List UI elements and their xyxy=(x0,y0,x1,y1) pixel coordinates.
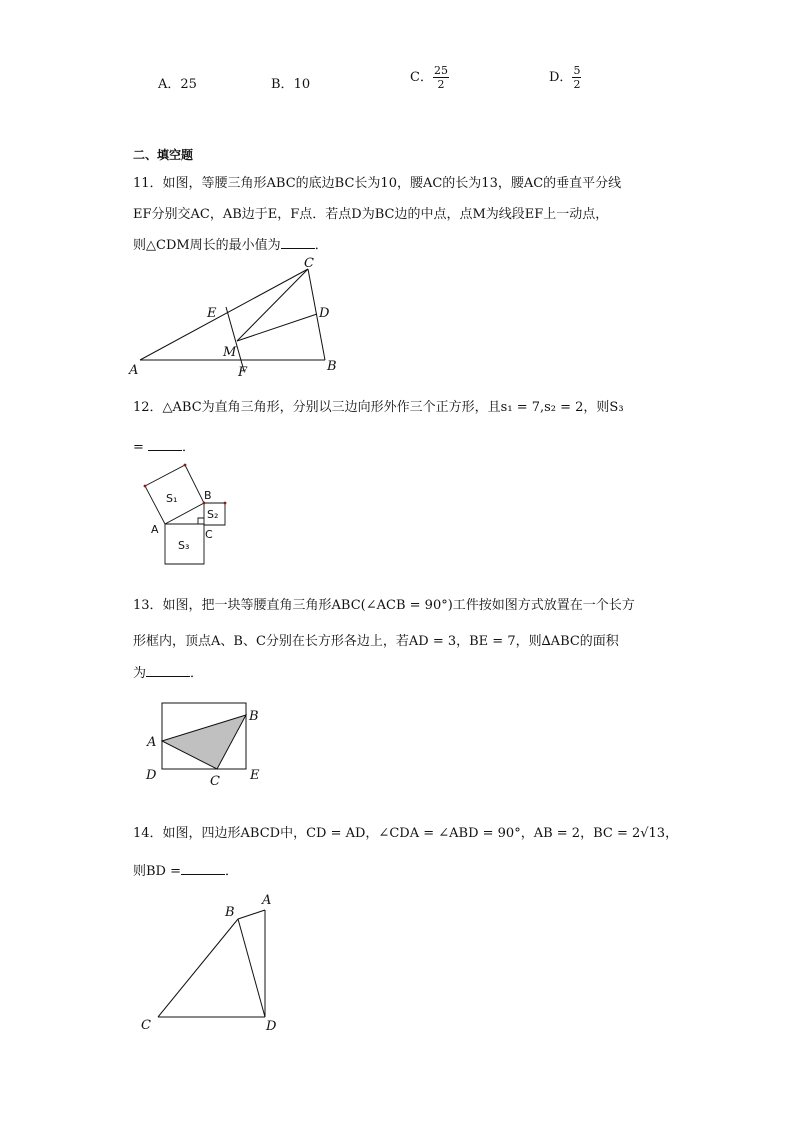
q14-segment-ab xyxy=(238,910,265,919)
q14-text-line1: 如图，四边形ABCD中，CD = AD，∠CDA = ∠ABD = 90°，AB = 2，BC = 2√13， xyxy=(162,826,679,841)
q12-line1 xyxy=(133,396,624,415)
q12-text-line2: = xyxy=(133,440,144,455)
option-d-fraction xyxy=(572,64,581,91)
q12-right-angle-mark xyxy=(198,518,204,524)
q11-line1 xyxy=(133,172,621,191)
q14-text-line2-end: ． xyxy=(225,864,239,879)
q12-label-c: C xyxy=(205,528,213,541)
option-c-numerator: 25 xyxy=(433,64,448,77)
q14-segment-bd xyxy=(238,919,265,1017)
q12-text-line1: △ABC为直角三角形，分别以三边向形外作三个正方形，且s₁ = 7,s₂ = 2，则S₃ xyxy=(162,400,624,415)
q14-line2 xyxy=(133,860,238,879)
q14-label-b: B xyxy=(225,905,235,920)
q11-text-line3: 则△CDM周长的最小值为 xyxy=(133,238,281,253)
q13-figure xyxy=(140,695,270,790)
q12-answer-blank xyxy=(148,439,182,451)
q12-line2 xyxy=(133,436,195,455)
q14-label-c: C xyxy=(141,1018,151,1033)
q14-label-d: D xyxy=(266,1019,277,1034)
q11-line2: EF分别交AC，AB边于E，F点．若点D为BC边的中点，点M为线段EF上一动点， xyxy=(133,207,609,222)
q13-label-c: C xyxy=(210,774,220,789)
q12-figure xyxy=(138,460,238,570)
q14-label-a: A xyxy=(262,893,272,908)
q13-line1 xyxy=(133,594,635,613)
option-d-denominator: 2 xyxy=(573,78,581,91)
q13-text-line3-end: ． xyxy=(190,666,204,681)
q11-label-d: D xyxy=(319,306,330,321)
option-c-denominator: 2 xyxy=(437,78,445,91)
q14-answer-blank xyxy=(181,863,225,875)
q11-label-f: F xyxy=(238,365,248,380)
q12-label-s3: S₃ xyxy=(178,539,190,552)
q13-line2: 形框内，顶点A、B、C分别在长方形各边上，若AD = 3，BE = 7，则∆ABC的面积 xyxy=(133,634,619,649)
q11-label-e: E xyxy=(207,306,217,321)
q13-label-e: E xyxy=(250,768,260,783)
q13-answer-blank xyxy=(146,665,190,677)
option-b-label: B． xyxy=(271,77,294,92)
option-d-label: D． xyxy=(549,70,573,85)
q12-text-line2-end: ． xyxy=(182,440,196,455)
q11-answer-blank xyxy=(281,237,315,249)
q11-label-m: M xyxy=(223,345,237,360)
q12-number: 12． xyxy=(133,400,163,415)
q11-number: 11． xyxy=(133,176,163,191)
q14-text-line2: 则BD = xyxy=(133,864,182,879)
q11-figure xyxy=(128,255,343,380)
q13-label-d: D xyxy=(146,768,157,783)
q14-line1 xyxy=(133,822,678,841)
option-a-value: 25 xyxy=(180,77,197,92)
q14-segment-bc xyxy=(158,919,238,1017)
option-c-label: C． xyxy=(410,70,433,85)
q13-number: 13． xyxy=(133,598,163,613)
q11-segment-md xyxy=(237,314,317,341)
option-b xyxy=(271,73,310,92)
q11-text-line3-end: ． xyxy=(314,238,328,253)
q12-label-s1: S₁ xyxy=(166,492,178,505)
q12-label-b: B xyxy=(204,489,212,502)
section-title: 二、填空题 xyxy=(133,148,194,162)
q14-figure xyxy=(135,888,295,1038)
q13-line3 xyxy=(133,662,203,681)
q11-segment-ef xyxy=(226,307,244,371)
q13-label-a: A xyxy=(147,735,157,750)
q13-text-line1: 如图，把一块等腰直角三角形ABC(∠ACB = 90°)工件按如图方式放置在一个长方 xyxy=(162,598,635,613)
option-b-value: 10 xyxy=(293,77,311,92)
option-c-fraction xyxy=(433,64,449,91)
q13-text-line3: 为 xyxy=(133,666,147,681)
option-d-numerator: 5 xyxy=(573,64,581,77)
q13-label-b: B xyxy=(249,709,259,724)
option-c xyxy=(410,64,449,91)
q11-segment-cm xyxy=(237,269,308,341)
q11-text-line1: 如图，等腰三角形ABC的底边BC长为10，腰AC的长为13，腰AC的垂直平分线 xyxy=(162,176,622,191)
option-a-label: A． xyxy=(158,77,181,92)
q12-label-s2: S₂ xyxy=(207,508,219,521)
q12-label-a: A xyxy=(151,523,159,536)
q11-line3 xyxy=(133,234,328,253)
q11-label-c: C xyxy=(304,256,314,271)
option-a xyxy=(158,73,197,92)
q13-triangle-abc xyxy=(162,715,246,769)
q11-label-b: B xyxy=(327,359,337,374)
option-d xyxy=(549,64,581,91)
q11-label-a: A xyxy=(129,363,139,378)
q14-number: 14． xyxy=(133,826,163,841)
